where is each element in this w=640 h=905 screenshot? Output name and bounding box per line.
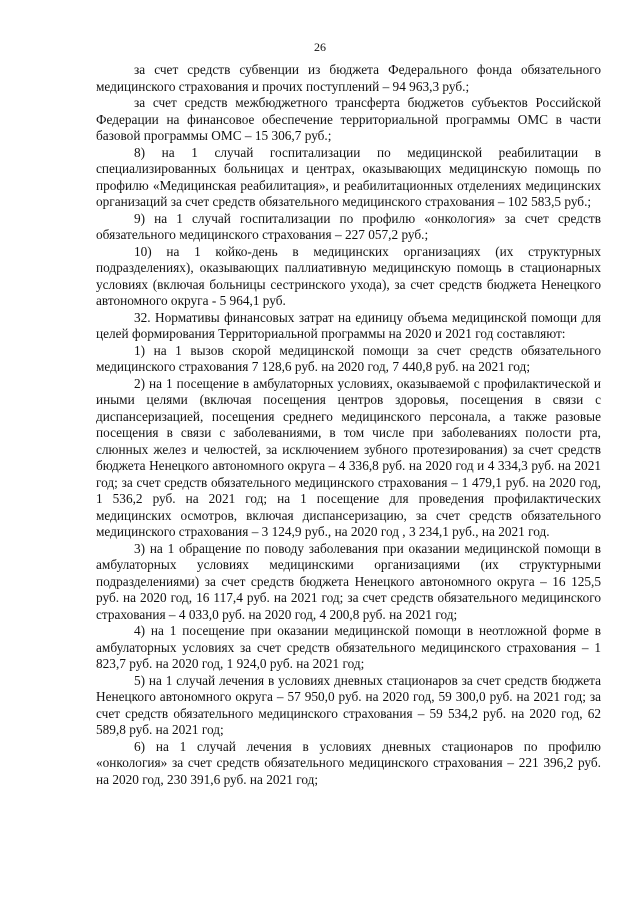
- paragraph: 4) на 1 посещение при оказании медицинской помощи в неотложной форме в амбулаторных условиях за счет средств обязательного медицинского страхования – 1 823,7 руб. на 2020 год, 1 924,0 руб. на 2021 год;: [96, 623, 601, 671]
- paragraph: 1) на 1 вызов скорой медицинской помощи за счет средств обязательного медицинского страхования 7 128,6 руб. на 2020 год, 7 440,8 руб. на 2021 год;: [96, 342, 601, 374]
- paragraph: 2) на 1 посещение в амбулаторных условиях, оказываемой с профилактической и иными целями (включая посещения центров здоровья, посещения в связи с диспансеризацией, посещения среднего медицинского персонала, а также разовые посещения в связи с заболеваниями, в том числе при заболеваниях полости рта, слюнных желез и челюстей, за исключением зубного протезирования) за счет средств бюджета Ненецкого автономного округа – 4 336,8 руб. на 2020 год и 4 334,3 руб. на 2021 год; за счет средств обязательного медицинского страхования – 1 479,1 руб. на 2020 год, 1 536,2 руб. на 2021 год; на 1 посещение для проведения профилактических медицинских осмотров, включая диспансеризацию, за счет средств обязательного медицинского страхования – 3 124,9 руб., на 2020 год , 3 234,1 руб., на 2021 год.: [96, 375, 601, 539]
- paragraph: 5) на 1 случай лечения в условиях дневных стационаров за счет средств бюджета Ненецкого автономного округа – 57 950,0 руб. на 2020 год, 59 300,0 руб. на 2021 год; за счет средств обязательного медицинского страхования – 59 534,2 руб. на 2020 год, 62 589,8 руб. на 2021 год;: [96, 672, 601, 737]
- paragraph: за счет средств межбюджетного трансферта бюджетов субъектов Российской Федерации на финансовое обеспечение территориальной программы ОМС в части базовой программы ОМС – 15 306,7 руб.;: [96, 95, 601, 143]
- paragraph: за счет средств субвенции из бюджета Федерального фонда обязательного медицинского страхования и прочих поступлений – 94 963,3 руб.;: [96, 62, 601, 94]
- paragraph: 6) на 1 случай лечения в условиях дневных стационаров по профилю «онкология» за счет средств обязательного медицинского страхования – 221 396,2 руб. на 2020 год, 230 391,6 руб. на 2021 год;: [96, 738, 601, 787]
- paragraph: 3) на 1 обращение по поводу заболевания при оказании медицинской помощи в амбулаторных условиях медицинскими организациями (их структурными подразделениями) за счет средств бюджета Ненецкого автономного округа – 16 125,5 руб. на 2020 год, 16 117,4 руб. на 2021 год; за счет средств обязательного медицинского страхования – 4 033,0 руб. на 2020 год, 4 200,8 руб. на 2021 год;: [96, 540, 601, 622]
- paragraph: 8) на 1 случай госпитализации по медицинской реабилитации в специализированных больницах и центрах, оказывающих медицинскую помощь по профилю «Медицинская реабилитация», и реабилитационных отделениях медицинских организаций за счет средств обязательного медицинского страхования – 102 583,5 руб.;: [96, 144, 601, 209]
- document-body: [96, 62, 601, 788]
- page-number: 26: [314, 40, 326, 54]
- paragraph: 10) на 1 койко-день в медицинских организациях (их структурных подразделениях), оказывающих паллиативную медицинскую помощь в стационарных условиях (включая больницы сестринского ухода), за счет средств бюджета Ненецкого автономного округа - 5 964,1 руб.: [96, 243, 601, 308]
- paragraph: 32. Нормативы финансовых затрат на единицу объема медицинской помощи для целей формирования Территориальной программы на 2020 и 2021 год составляют:: [96, 309, 601, 341]
- paragraph: 9) на 1 случай госпитализации по профилю «онкология» за счет средств обязательного медицинского страхования – 227 057,2 руб.;: [96, 210, 601, 242]
